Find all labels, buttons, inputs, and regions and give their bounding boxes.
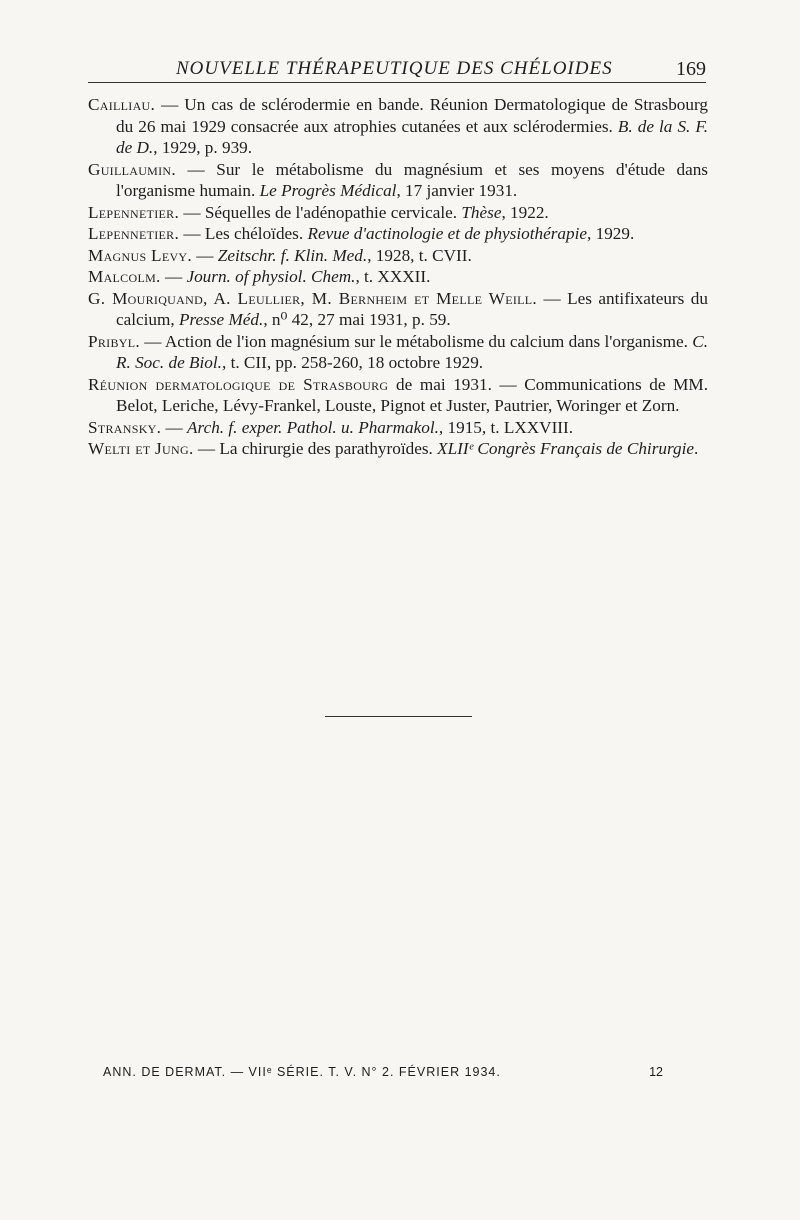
reference-details: , 1928, t. CVII. bbox=[367, 245, 472, 265]
reference-text: — bbox=[161, 417, 188, 437]
reference-entry bbox=[88, 288, 708, 331]
reference-author: Magnus Levy. bbox=[88, 245, 192, 265]
reference-details: , 1929, p. 939. bbox=[153, 138, 253, 157]
reference-details: , 1922. bbox=[501, 202, 549, 222]
reference-text: — La chirurgie des parathyroïdes. bbox=[193, 439, 438, 458]
reference-journal: Thèse bbox=[461, 202, 502, 222]
reference-journal: Revue d'actinologie et de physiothérapie bbox=[307, 224, 588, 243]
page-number: 169 bbox=[676, 58, 706, 80]
reference-author: Cailliau. bbox=[88, 95, 156, 114]
reference-journal: Zeitschr. f. Klin. Med. bbox=[217, 245, 368, 265]
reference-journal: C. R. Soc. de Biol. bbox=[116, 331, 708, 372]
reference-text: — Les chéloïdes. bbox=[179, 224, 308, 243]
reference-entry bbox=[88, 331, 708, 374]
reference-journal: Arch. f. exper. Pathol. u. Pharmakol. bbox=[187, 417, 439, 437]
reference-details: , 1915, t. LXXVIII. bbox=[438, 417, 574, 437]
end-divider bbox=[325, 716, 472, 717]
reference-details: , t. XXXII. bbox=[355, 267, 431, 286]
reference-author: Pribyl. bbox=[88, 331, 140, 351]
reference-text: — Un cas de sclérodermie en bande. Réunion Dermatologique de Strasbourg du 26 mai 1929 consacrée aux atrophies cutanées et aux sclérodermies. bbox=[116, 95, 708, 136]
journal-line: ANN. DE DERMAT. — VIIᵉ SÉRIE. T. V. N° 2. FÉVRIER 1934. bbox=[103, 1065, 501, 1079]
reference-journal: Le Progrès Médical bbox=[259, 181, 397, 200]
reference-entry bbox=[88, 223, 708, 245]
reference-text: — Action de l'ion magnésium sur le métabolisme du calcium dans l'organisme. bbox=[139, 331, 693, 351]
reference-author: Lepennetier. bbox=[88, 224, 180, 243]
reference-entry bbox=[88, 374, 708, 417]
reference-text: — Sur le métabolisme du magnésium et ses moyens d'étude dans l'organisme humain. bbox=[116, 159, 708, 200]
signature-mark: 12 bbox=[649, 1065, 663, 1079]
reference-details: , n⁰ 42, 27 mai 1931, p. 59. bbox=[263, 310, 451, 329]
reference-details: . bbox=[694, 439, 699, 458]
page-header bbox=[88, 52, 706, 83]
reference-author: Guillaumin. bbox=[88, 159, 176, 179]
reference-journal: Presse Méd. bbox=[179, 310, 264, 329]
reference-journal: B. de la S. F. de D. bbox=[116, 116, 708, 157]
reference-entry bbox=[88, 245, 708, 267]
reference-details: , 17 janvier 1931. bbox=[396, 181, 518, 200]
reference-entry bbox=[88, 417, 708, 439]
reference-author: Lepennetier. bbox=[88, 202, 180, 222]
reference-text: — bbox=[191, 245, 218, 265]
page-footer bbox=[103, 1065, 663, 1079]
reference-entry bbox=[88, 202, 708, 224]
running-title: NOUVELLE THÉRAPEUTIQUE DES CHÉLOIDES bbox=[176, 58, 613, 79]
reference-text: — bbox=[160, 267, 187, 286]
reference-entry bbox=[88, 266, 708, 288]
reference-author: Stransky. bbox=[88, 417, 162, 437]
reference-entry bbox=[88, 159, 708, 202]
reference-text: de mai 1931. — Communications de MM. Belot, Leriche, Lévy-Frankel, Louste, Pignot et Juster, Pautrier, Woringer et Zorn. bbox=[116, 374, 708, 415]
reference-journal: Journ. of physiol. Chem. bbox=[186, 267, 356, 286]
reference-entry bbox=[88, 94, 708, 159]
reference-text: — Les antifixateurs du calcium, bbox=[116, 288, 708, 329]
reference-author: Réunion dermatologique de Strasbourg bbox=[88, 374, 389, 394]
bibliography-list bbox=[88, 94, 708, 460]
reference-entry bbox=[88, 438, 708, 460]
reference-details: , 1929. bbox=[587, 224, 635, 243]
reference-journal: XLIIᵉ Congrès Français de Chirurgie bbox=[437, 439, 695, 458]
reference-author: Malcolm. bbox=[88, 267, 161, 286]
reference-author: G. Mouriquand, A. Leullier, M. Bernheim et Melle Weill. bbox=[88, 288, 537, 308]
reference-text: — Séquelles de l'adénopathie cervicale. bbox=[179, 202, 462, 222]
reference-details: , t. CII, pp. 258-260, 18 octobre 1929. bbox=[221, 353, 484, 372]
reference-author: Welti et Jung. bbox=[88, 439, 194, 458]
